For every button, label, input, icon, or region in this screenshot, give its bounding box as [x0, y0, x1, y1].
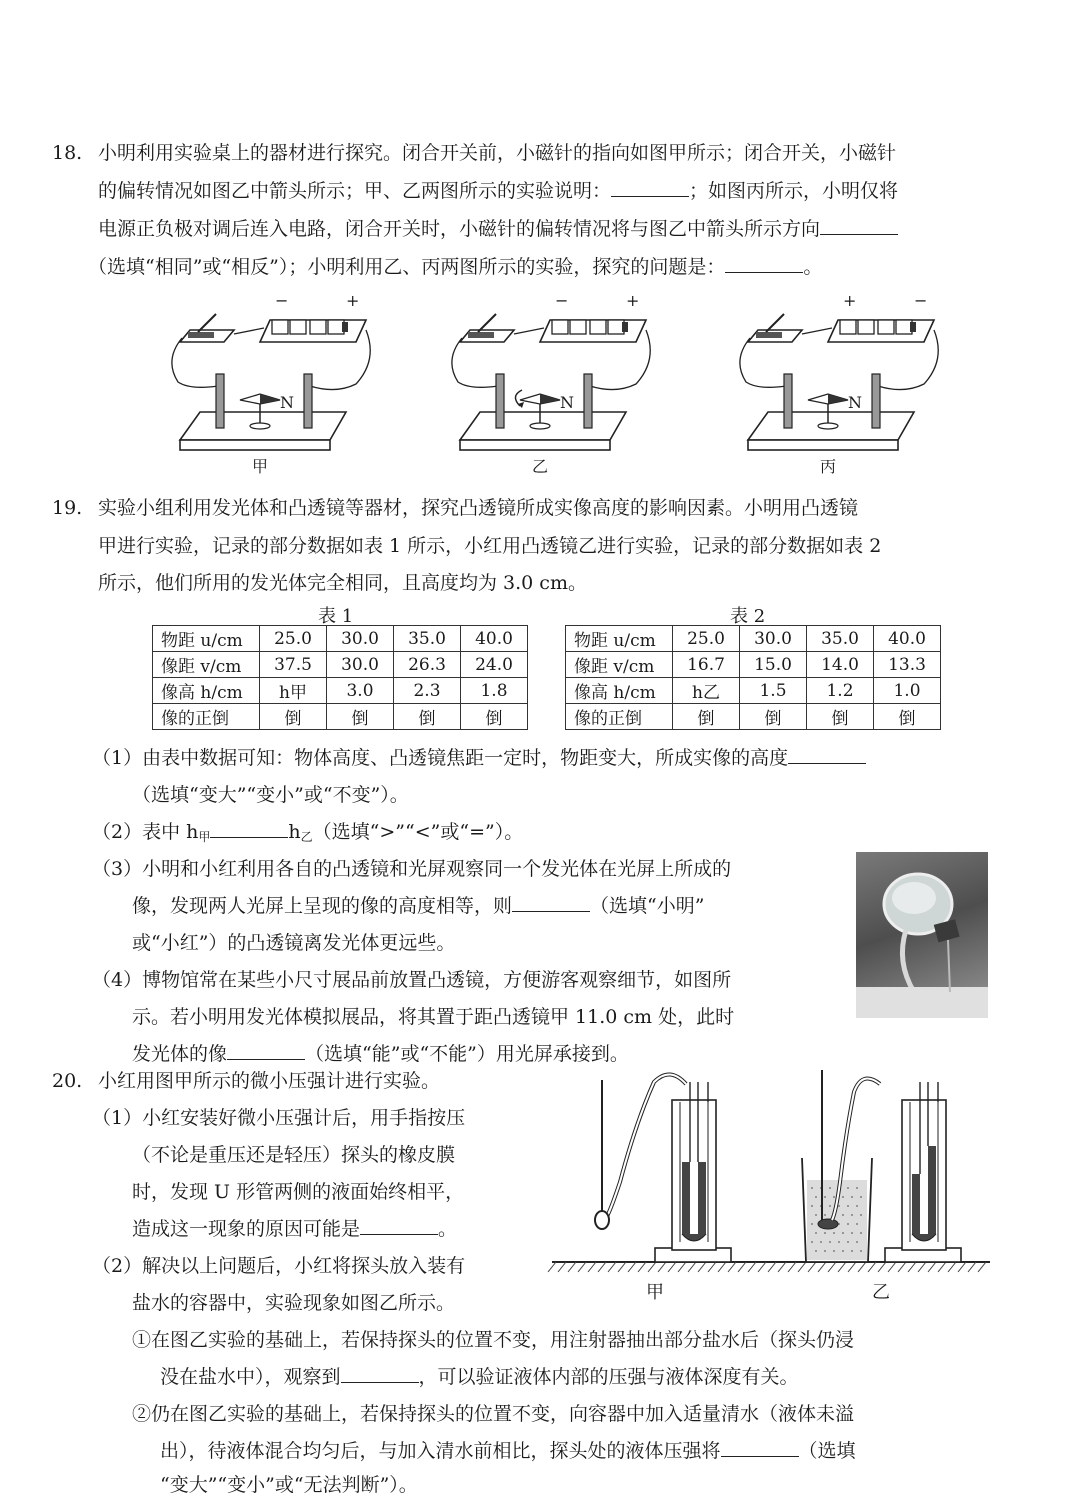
table-cell: 30.0: [740, 626, 807, 652]
u-tube-gauge-jia: [595, 1074, 731, 1262]
q20-p1-line4: [132, 1216, 457, 1242]
table-cell: 30.0: [327, 652, 394, 678]
q20-s1-line1: ①在图乙实验的基础上，若保持探头的位置不变，用注射器抽出部分盐水后（探头仍浸: [132, 1329, 855, 1351]
row-header: 物距 u/cm: [153, 626, 260, 652]
q19-p3-line1: （3）小明和小红利用各自的凸透镜和光屏观察同一个发光体在光屏上所成的: [92, 858, 732, 880]
table-row: [566, 678, 941, 704]
q20-s2-line1: ②仍在图乙实验的基础上，若保持探头的位置不变，向容器中加入适量清水（液体未溢: [132, 1403, 855, 1425]
q19-text: （1）由表中数据可知：物体高度、凸透镜焦距一定时，物距变大，所成实像的高度: [92, 747, 789, 769]
q19-p1-line2: （选填“变大”“变小”或“不变”）。: [132, 784, 409, 806]
q20-text: （选填: [798, 1440, 856, 1462]
table-2: [565, 625, 941, 730]
circuit-figure-jia: [160, 290, 380, 480]
terminal-sign-left: −: [555, 291, 569, 310]
table-cell: 13.3: [874, 652, 941, 678]
table-cell: 16.7: [673, 652, 740, 678]
table-cell: 倒: [461, 704, 528, 730]
q19-line1: 实验小组利用发光体和凸透镜等器材，探究凸透镜所成实像高度的影响因素。小明用凸透镜: [98, 497, 859, 519]
needle-label: N: [560, 393, 574, 412]
q19-p1-line1: [92, 745, 866, 771]
q20-text: 造成这一现象的原因可能是: [132, 1218, 361, 1240]
circuit-figure-yi: [440, 290, 660, 480]
q18-line4: [88, 254, 822, 280]
table-cell: h乙: [673, 678, 740, 704]
q20-s2-line2: [160, 1438, 856, 1464]
table-cell: 35.0: [394, 626, 461, 652]
table-cell: 2.3: [394, 678, 461, 704]
q20-p1-line1: （1）小红安装好微小压强计后，用手指按压: [92, 1107, 466, 1129]
table-1: [152, 625, 528, 730]
answer-blank[interactable]: [341, 1364, 419, 1383]
table-cell: h甲: [260, 678, 327, 704]
table-cell: 1.8: [461, 678, 528, 704]
q18-line1: 小明利用实验桌上的器材进行探究。闭合开关前，小磁针的指向如图甲所示；闭合开关，小磁针: [98, 142, 897, 164]
q20-p1-line2: （不论是重压还是轻压）探头的橡皮膜: [132, 1144, 456, 1166]
circuit-figure-bing: [728, 290, 948, 480]
table-cell: 35.0: [807, 626, 874, 652]
answer-blank[interactable]: [227, 1041, 305, 1060]
q19-p3-line3: 或“小红”）的凸透镜离发光体更远些。: [132, 932, 456, 954]
answer-blank[interactable]: [210, 819, 288, 838]
terminal-sign-left: −: [275, 291, 289, 310]
q20-s2-line3: “变大”“变小”或“无法判断”）。: [160, 1474, 418, 1496]
q19-text: 发光体的像: [132, 1043, 228, 1065]
q18-text: 电源正负极对调后连入电路，闭合开关时，小磁针的偏转情况将与图乙中箭头所示方向: [98, 218, 821, 240]
table-cell: 30.0: [327, 626, 394, 652]
q20-text: ，可以验证液体内部的压强与液体深度有关。: [418, 1366, 799, 1388]
q18-text: 的偏转情况如图乙中箭头所示；甲、乙两图所示的实验说明：: [98, 180, 612, 202]
table-cell: 倒: [394, 704, 461, 730]
q18-line2: [98, 178, 898, 204]
figure-caption-yi: 乙: [872, 1282, 890, 1303]
q20-number: 20.: [52, 1070, 83, 1092]
table-row: [566, 704, 941, 730]
table-cell: 3.0: [327, 678, 394, 704]
q18-text: ；如图丙所示，小明仅将: [689, 180, 899, 202]
table-cell: 倒: [740, 704, 807, 730]
terminal-sign-right: −: [914, 291, 928, 310]
table-cell: 1.0: [874, 678, 941, 704]
answer-blank[interactable]: [512, 893, 590, 912]
q19-p2: [92, 819, 523, 850]
q19-text: （2）表中 h: [92, 821, 199, 843]
row-header: 像高 h/cm: [153, 678, 260, 704]
table-cell: 1.5: [740, 678, 807, 704]
q19-text: （选填“>”“<”或“=”）。: [312, 821, 524, 843]
q20-text: 没在盐水中），观察到: [160, 1366, 341, 1388]
table-cell: 40.0: [461, 626, 528, 652]
q19-text: （选填“小明”: [590, 895, 705, 917]
table-cell: 40.0: [874, 626, 941, 652]
figure-caption: 乙: [532, 457, 549, 476]
table-row: [566, 626, 941, 652]
table-cell: 倒: [260, 704, 327, 730]
row-header: 像的正倒: [566, 704, 673, 730]
row-header: 像距 v/cm: [153, 652, 260, 678]
figure-caption-jia: 甲: [646, 1282, 664, 1303]
q20-line0: 小红用图甲所示的微小压强计进行实验。: [98, 1070, 441, 1092]
table1-title: 表 1: [318, 606, 354, 627]
table-cell: 25.0: [673, 626, 740, 652]
magnifier-photo: [856, 852, 988, 1018]
figure-caption: 甲: [252, 457, 269, 476]
row-header: 像的正倒: [153, 704, 260, 730]
q18-text: （选填“相同”或“相反”）；小明利用乙、丙两图所示的实验，探究的问题是：: [88, 256, 726, 278]
needle-label: N: [280, 393, 294, 412]
pressure-gauge-figure: [550, 1062, 990, 1312]
q20-p1-line3: 时，发现 U 形管两侧的液面始终相平，: [132, 1181, 465, 1203]
row-header: 物距 u/cm: [566, 626, 673, 652]
q19-line3: 所示，他们所用的发光体完全相同，且高度均为 3.0 cm。: [98, 572, 587, 594]
q18-number: 18.: [52, 142, 83, 164]
table-row: [153, 626, 528, 652]
needle-label: N: [848, 393, 862, 412]
q19-p4-line1: （4）博物馆常在某些小尺寸展品前放置凸透镜，方便游客观察细节，如图所: [92, 969, 732, 991]
q19-text: （选填“能”或“不能”）用光屏承接到。: [305, 1043, 629, 1065]
table-cell: 倒: [327, 704, 394, 730]
subscript: 甲: [198, 830, 211, 844]
q18-line3: [98, 216, 898, 242]
q18-text: 。: [803, 256, 823, 278]
row-header: 像高 h/cm: [566, 678, 673, 704]
table-cell: 倒: [874, 704, 941, 730]
table-cell: 14.0: [807, 652, 874, 678]
table-cell: 倒: [807, 704, 874, 730]
answer-blank[interactable]: [611, 178, 689, 197]
table-cell: 25.0: [260, 626, 327, 652]
table-row: [153, 704, 528, 730]
q19-number: 19.: [52, 497, 83, 519]
answer-blank[interactable]: [360, 1216, 438, 1235]
table-row: [566, 652, 941, 678]
subscript: 乙: [300, 830, 313, 844]
answer-blank[interactable]: [721, 1438, 799, 1457]
table-cell: 倒: [673, 704, 740, 730]
answer-blank[interactable]: [788, 745, 866, 764]
q19-line2: 甲进行实验，记录的部分数据如表 1 所示，小红用凸透镜乙进行实验，记录的部分数据如表 2: [98, 535, 882, 557]
table-cell: 37.5: [260, 652, 327, 678]
q20-p2-line2: 盐水的容器中，实验现象如图乙所示。: [132, 1292, 456, 1314]
answer-blank[interactable]: [725, 254, 803, 273]
u-tube-gauge-yi: [802, 1070, 961, 1262]
row-header: 像距 v/cm: [566, 652, 673, 678]
table-cell: 26.3: [394, 652, 461, 678]
table-cell: 1.2: [807, 678, 874, 704]
terminal-sign-right: +: [626, 291, 640, 310]
table-cell: 15.0: [740, 652, 807, 678]
q20-text: 出），待液体混合均匀后，与加入清水前相比，探头处的液体压强将: [160, 1440, 721, 1462]
figure-caption: 丙: [820, 457, 837, 476]
terminal-sign-left: +: [843, 291, 857, 310]
q20-p2-line1: （2）解决以上问题后，小红将探头放入装有: [92, 1255, 466, 1277]
q19-p3-line2: [132, 893, 704, 919]
q19-p4-line2: 示。若小明用发光体模拟展品，将其置于距凸透镜甲 11.0 cm 处，此时: [132, 1006, 735, 1028]
q20-text: 。: [438, 1218, 458, 1240]
answer-blank[interactable]: [820, 216, 898, 235]
q19-text: 像，发现两人光屏上呈现的像的高度相等，则: [132, 895, 513, 917]
table-row: [153, 678, 528, 704]
table-cell: 24.0: [461, 652, 528, 678]
table-row: [153, 652, 528, 678]
terminal-sign-right: +: [346, 291, 360, 310]
q19-text: h: [288, 821, 301, 843]
q20-s1-line2: [160, 1364, 799, 1390]
table2-title: 表 2: [730, 606, 766, 627]
